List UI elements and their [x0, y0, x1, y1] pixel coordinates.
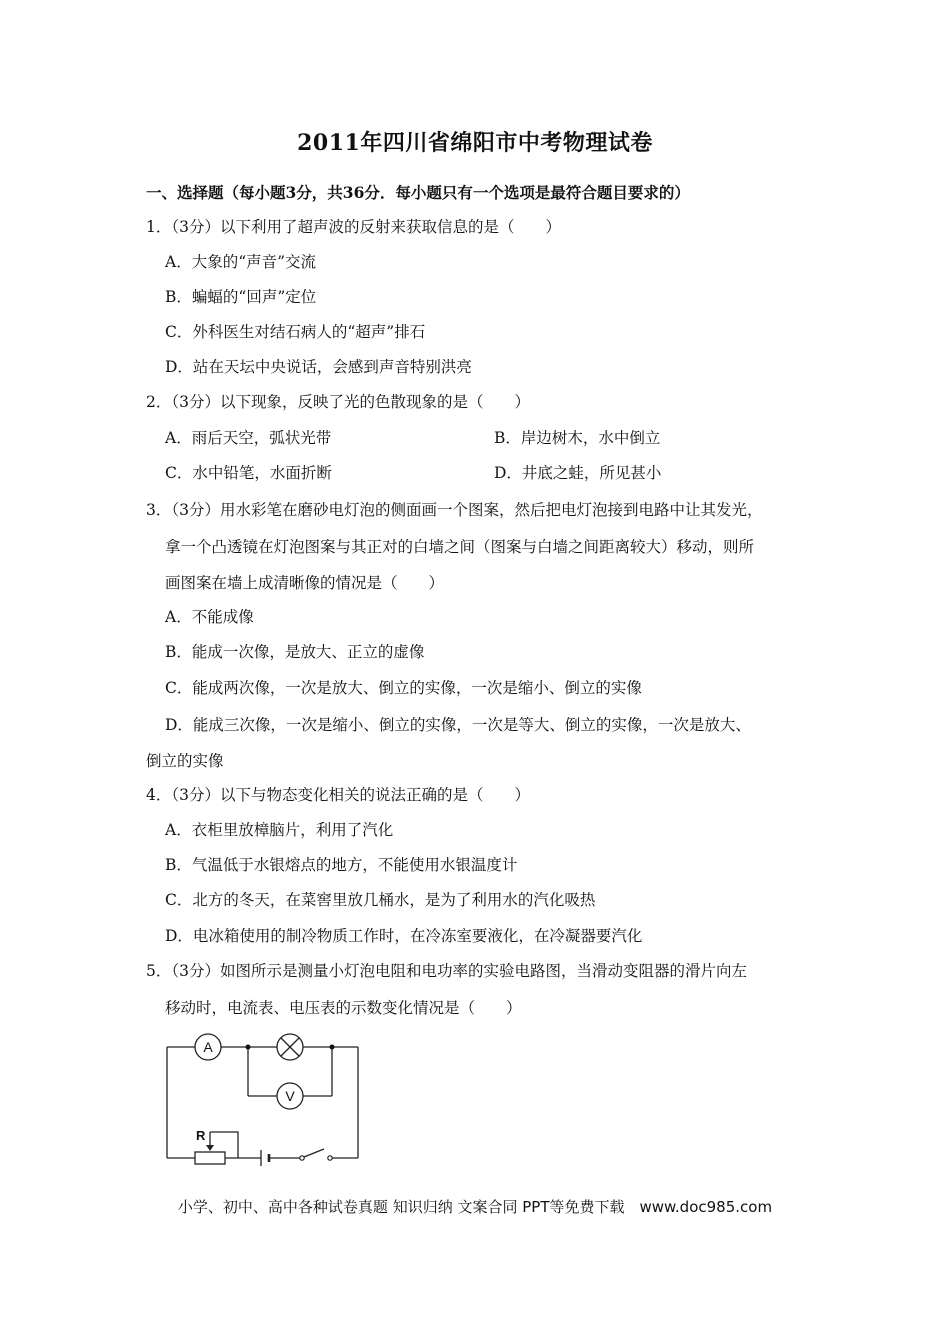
- junction-dot: [246, 1045, 251, 1050]
- ammeter-symbol: [195, 1034, 221, 1060]
- question-2-stem: 2．（3分）以下现象，反映了光的色散现象的是（ ）: [146, 393, 530, 411]
- question-4-option-b: B．气温低于水银熔点的地方，不能使用水银温度计: [165, 856, 518, 874]
- question-2-option-c: C．水中铅笔，水面折断: [165, 464, 332, 482]
- question-1-option-d: D．站在天坛中央说话，会感到声音特别洪亮: [165, 358, 472, 376]
- question-5-stem-line1: 5．（3分）如图所示是测量小灯泡电阻和电功率的实验电路图，当滑动变阻器的滑片向左: [146, 962, 747, 980]
- question-3-option-c: C．能成两次像，一次是放大、倒立的实像，一次是缩小、倒立的实像: [165, 679, 642, 697]
- question-3-option-d-line2: 倒立的实像: [146, 752, 224, 770]
- question-4-option-a: A．衣柜里放樟脑片，利用了汽化: [165, 821, 394, 839]
- question-3-stem-line3: 画图案在墙上成清晰像的情况是（ ）: [165, 574, 445, 592]
- question-5-stem-line2: 移动时，电流表、电压表的示数变化情况是（ ）: [165, 999, 522, 1017]
- battery-symbol: [261, 1150, 269, 1166]
- voltmeter-label: V: [285, 1088, 295, 1104]
- question-2-option-d: D．井底之蛙，所见甚小: [494, 464, 662, 482]
- question-4-option-c: C．北方的冬天，在菜窖里放几桶水，是为了利用水的汽化吸热: [165, 891, 596, 909]
- question-1-option-c: C．外科医生对结石病人的“超声”排石: [165, 323, 426, 341]
- question-3-stem-line2: 拿一个凸透镜在灯泡图案与其正对的白墙之间（图案与白墙之间距离较大）移动，则所: [165, 538, 755, 556]
- rheostat-label: R: [196, 1128, 206, 1143]
- question-3-stem-line1: 3．（3分）用水彩笔在磨砂电灯泡的侧面画一个图案，然后把电灯泡接到电路中让其发光，: [146, 501, 763, 519]
- question-1-option-b: B．蝙蝠的“回声”定位: [165, 288, 317, 306]
- question-4-option-d: D．电冰箱使用的制冷物质工作时，在冷冻室要液化，在冷凝器要汽化: [165, 927, 643, 945]
- question-3-option-d-line1: D．能成三次像，一次是缩小、倒立的实像，一次是等大、倒立的实像，一次是放大、: [165, 716, 751, 734]
- section-heading: 一、选择题（每小题3分，共36分．每小题只有一个选项是最符合题目要求的）: [146, 183, 690, 202]
- page-title: 2011年四川省绵阳市中考物理试卷: [297, 130, 653, 156]
- lamp-symbol: [277, 1034, 303, 1060]
- question-3-option-a: A．不能成像: [165, 608, 254, 626]
- voltmeter-symbol: [277, 1083, 303, 1109]
- question-2-option-b: B．岸边树木，水中倒立: [494, 429, 661, 447]
- ammeter-label: A: [203, 1039, 213, 1055]
- junction-dot: [330, 1045, 335, 1050]
- question-2-option-a: A．雨后天空，弧状光带: [165, 429, 332, 447]
- question-4-stem: 4．（3分）以下与物态变化相关的说法正确的是（ ）: [146, 786, 530, 804]
- circuit-diagram: [160, 1028, 370, 1168]
- question-1-stem: 1．（3分）以下利用了超声波的反射来获取信息的是（ ）: [146, 218, 561, 236]
- question-1-option-a: A．大象的“声音”交流: [165, 253, 317, 271]
- question-3-option-b: B．能成一次像，是放大、正立的虚像: [165, 643, 425, 661]
- switch-symbol: [300, 1149, 332, 1160]
- footer-text: 小学、初中、高中各种试卷真题 知识归纳 文案合同 PPT等免费下载 www.doc985.com: [177, 1198, 773, 1216]
